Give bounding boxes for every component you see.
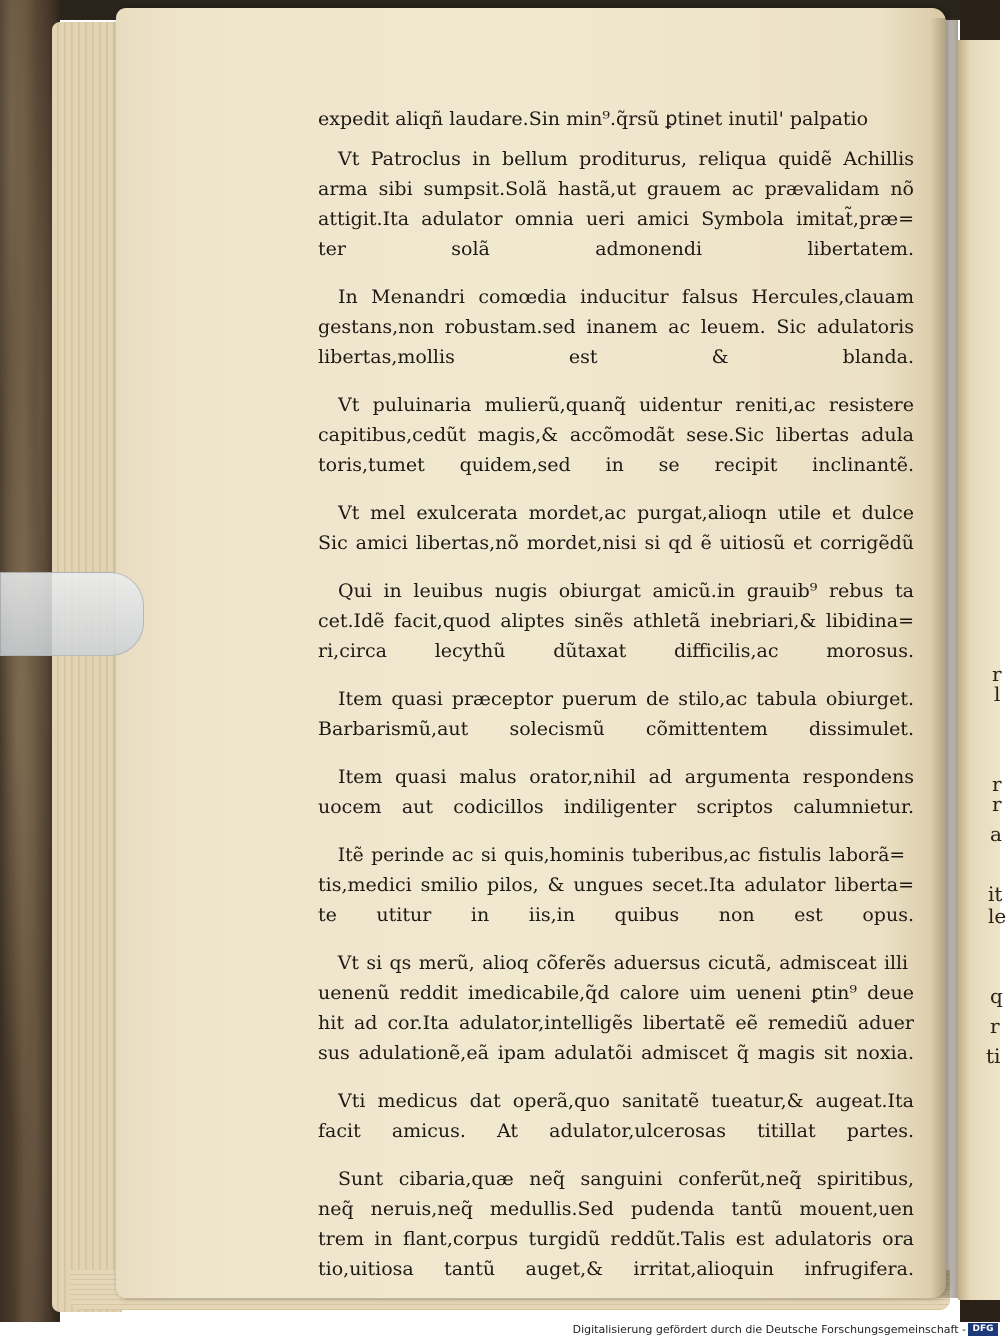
text-line: attigit.Ita adulator omnia ueri amici Symbola imitat̃,præ=: [318, 208, 914, 230]
text-paragraph: [318, 684, 914, 744]
text-paragraph: [318, 1086, 914, 1146]
text-line: gestans,non robustam.sed inanem ac leuem. Sic adulatoris: [318, 316, 914, 338]
text-paragraph: [318, 498, 914, 558]
text-line: sus adulationẽ,eã ipam adulatõi admiscet q̃ magis sit noxia.: [318, 1042, 914, 1064]
text-line: tio,uitiosa tantũ auget,& irritat,alioquin infrugifera.: [318, 1258, 914, 1280]
facing-page-letter: q: [990, 984, 1003, 1008]
text-line: Vti medicus dat operã,quo sanitatẽ tueatur,& augeat.Ita: [338, 1090, 914, 1112]
text-line: uenenũ reddit imedicabile,q̃d calore uim ueneni ꝑtin⁹ deue: [318, 982, 914, 1004]
text-line: Vt si qs merũ, alioq cõferẽs aduersus cicutã, admisceat illi: [337, 952, 909, 974]
text-line: Vt puluinaria mulierũ,quanq̃ uidentur reniti,ac resistere: [338, 394, 914, 416]
text-line: ri,circa lecythũ dũtaxat difficilis,ac morosus.: [318, 640, 914, 662]
text-paragraph: [318, 948, 914, 1068]
text-paragraph: [318, 282, 914, 372]
text-line: Qui in leuibus nugis obiurgat amicũ.in grauib⁹ rebus ta: [338, 580, 914, 602]
page-gutter-shadow: [930, 18, 958, 1298]
text-paragraph: [318, 762, 914, 822]
text-line: capitibus,cedũt magis,& accõmodãt sese.Sic libertas adula: [318, 424, 914, 446]
text-line: Vt mel exulcerata mordet,ac purgat,alioqn utile et dulce: [338, 502, 914, 524]
facing-page-letter: r: [992, 772, 1002, 796]
facing-page-letter: it: [988, 882, 1003, 906]
text-line: arma sibi sumpsit.Solã hastã,ut grauem ac prævalidam nõ: [318, 178, 914, 200]
paragraph-list: [318, 144, 914, 1284]
text-line: trem in flant,corpus turgidũ reddũt.Talis est adulatoris ora: [318, 1228, 914, 1250]
text-line: toris,tumet quidem,sed in se recipit inclinantẽ.: [318, 454, 914, 476]
bookmark-tab: [0, 572, 144, 656]
dfg-logo: DFG: [968, 1323, 998, 1336]
facing-page-letter: l: [994, 682, 1001, 706]
text-line: In Menandri comœdia inducitur falsus Hercules,clauam: [338, 286, 914, 308]
text-line: libertas,mollis est & blanda.: [318, 346, 914, 368]
text-line: Item quasi præceptor puerum de stilo,ac tabula obiurget.: [338, 688, 914, 710]
footer-credit: Digitalisierung gefördert durch die Deutsche Forschungsgemeinschaft -: [572, 1323, 966, 1336]
text-paragraph: [318, 1164, 914, 1284]
page-stack-edge: [52, 22, 122, 1312]
facing-page-letter: a: [990, 822, 1002, 846]
facing-page-letter: le: [988, 904, 1006, 928]
text-line: cet.Idẽ facit,quod aliptes sinẽs athletã inebriari,& libidina=: [318, 610, 914, 632]
text-line: uocem aut codicillos indiligenter scriptos calumnietur.: [318, 796, 914, 818]
facing-page-letter: r: [992, 792, 1002, 816]
facing-page-sliver: [958, 40, 1006, 1300]
text-line: tis,medici smilio pilos, & ungues secet.Ita adulator liberta=: [318, 874, 914, 896]
text-line: Vt Patroclus in bellum proditurus, reliqua quidẽ Achillis: [338, 148, 914, 170]
text-line: ter solã admonendi libertatem.: [318, 238, 914, 260]
text-line: hit ad cor.Ita adulator,intelligẽs libertatẽ eẽ remediũ aduer: [318, 1012, 914, 1034]
text-line: neq̃ neruis,neq̃ medullis.Sed pudenda tantũ mouent,uen: [318, 1198, 914, 1220]
text-line: te utitur in iis,in quibus non est opus.: [318, 904, 914, 926]
text-line: Itẽ perinde ac si quis,hominis tuberibus,ac fistulis laborã=: [337, 844, 906, 866]
facing-page-letter: ti: [986, 1044, 1001, 1068]
text-line: Sic amici libertas,nõ mordet,nisi si qd ẽ uitiosũ et corrigẽdũ: [318, 532, 914, 554]
marbled-cover-pattern: [0, 0, 58, 1322]
text-paragraph: [318, 390, 914, 480]
text-paragraph: [318, 576, 914, 666]
running-header-line: expedit aliqñ laudare.Sin min⁹.q̃rsũ ꝑtinet inutil' palpatio: [318, 108, 869, 130]
page-text-block: [318, 104, 914, 1302]
text-line: facit amicus. At adulator,ulcerosas titillat partes.: [318, 1120, 914, 1142]
text-line: Barbarismũ,aut solecismũ cõmittentem dissimulet.: [318, 718, 914, 740]
text-paragraph: [318, 144, 914, 264]
text-line: Sunt cibaria,quæ neq̃ sanguini conferũt,neq̃ spiritibus,: [338, 1168, 914, 1190]
text-line: Item quasi malus orator,nihil ad argumenta respondens: [338, 766, 914, 788]
facing-page-letter: r: [992, 662, 1002, 686]
facing-page-letter: r: [990, 1014, 1000, 1038]
text-paragraph: [318, 840, 914, 930]
